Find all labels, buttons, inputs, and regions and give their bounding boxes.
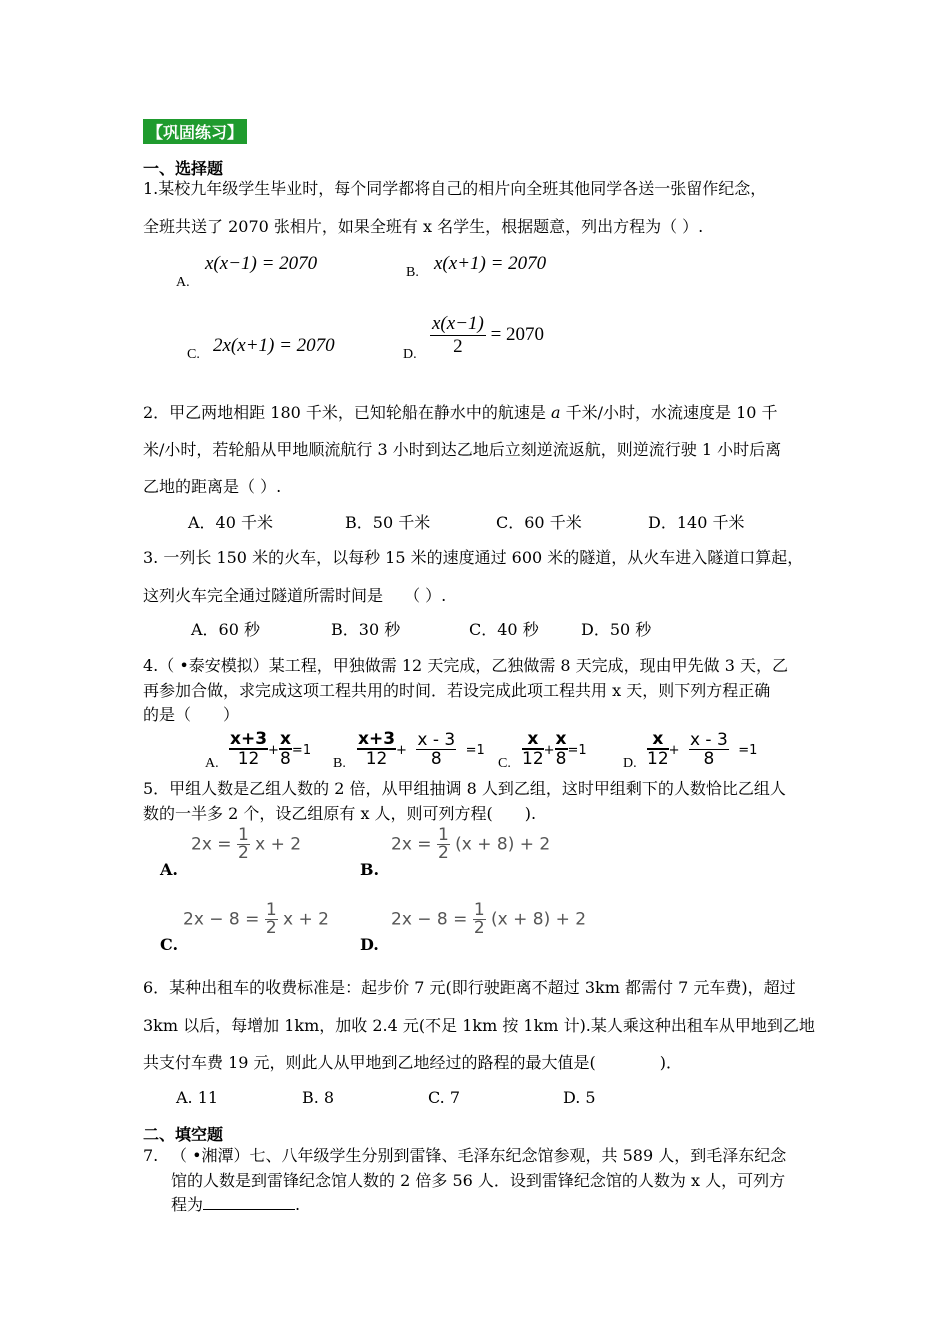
q4-text-line2: 再参加合做，求完成这项工程共用的时间．若设完成此项工程共用 x 天，则下列方程正确 xyxy=(143,681,771,700)
q4-a-frac2-den: 8 xyxy=(280,749,291,769)
q4-d-frac2-num: x - 3 xyxy=(689,729,728,750)
q4-d-plus: + xyxy=(668,743,680,758)
q1-text-line1: 1.某校九年级学生毕业时，每个同学都将自己的相片向全班其他同学各送一张留作纪念， xyxy=(143,179,767,198)
q6-text-line3: 共支付车费 19 元，则此人从甲地到乙地经过的路程的最大值是( )． xyxy=(143,1053,683,1072)
q4-c-frac2-num: x xyxy=(555,729,567,749)
q5-option-d-label: D. xyxy=(360,935,379,954)
q6-option-d: D. 5 xyxy=(563,1088,596,1107)
q5-text-line2: 数的一半多 2 个，设乙组原有 x 人，则可列方程( ). xyxy=(143,804,537,823)
q5-option-a-label: A. xyxy=(160,860,178,879)
q1-option-a-label: A. xyxy=(176,275,190,290)
q4-d-frac2-den: 8 xyxy=(703,748,715,769)
q5-a-rhs: x + 2 xyxy=(255,834,302,855)
q7-answer-blank[interactable] xyxy=(203,1195,295,1210)
q4-option-d-equation xyxy=(647,730,757,768)
q5-c-half-den: 2 xyxy=(265,918,277,938)
q1-option-b-label: B. xyxy=(406,265,419,280)
q4-c-equals: =1 xyxy=(567,743,587,758)
q5-c-rhs: x + 2 xyxy=(283,909,329,930)
q4-c-frac2-den: 8 xyxy=(555,749,567,769)
q4-option-b-equation xyxy=(357,730,485,768)
q7-text-line3-prefix: 程为 xyxy=(171,1195,204,1214)
q4-b-frac2-den: 8 xyxy=(430,748,442,769)
q4-b-frac1-den: 12 xyxy=(365,749,388,769)
q4-a-frac1-den: 12 xyxy=(237,749,260,769)
q7-text-line2: 馆的人数是到雷锋纪念馆人数的 2 倍多 56 人．设到雷锋纪念馆的人数为 x 人，可列方 xyxy=(171,1171,786,1190)
q5-d-rhs: (x + 8) + 2 xyxy=(491,909,587,930)
q5-option-c-equation xyxy=(183,902,329,937)
q4-text-line1: 4.（ •泰安模拟）某工程，甲独做需 12 天完成，乙独做需 8 天完成，现由甲先做 3 天，乙 xyxy=(143,656,789,675)
q4-d-frac1-num: x xyxy=(647,730,669,750)
q4-c-frac1-num: x xyxy=(522,730,544,750)
q1-option-c-equation: 2x(x+1) = 2070 xyxy=(213,335,335,356)
q7-text-line3 xyxy=(171,1195,300,1215)
q5-option-c-label: C. xyxy=(160,935,179,954)
q4-option-c-equation xyxy=(522,730,587,768)
q1-option-b-equation: x(x+1) = 2070 xyxy=(434,253,547,274)
q4-a-equals: =1 xyxy=(291,743,312,758)
q5-option-a-equation xyxy=(191,827,301,862)
q2-speed-variable: a xyxy=(550,403,561,422)
q6-option-a: A. 11 xyxy=(176,1088,219,1107)
q5-text-line1: 5．甲组人数是乙组人数的 2 倍，从甲组抽调 8 人到乙组，这时甲组剩下的人数恰比乙组人 xyxy=(143,779,786,798)
q5-option-d-equation xyxy=(391,902,586,937)
q2-option-a: A．40 千米 xyxy=(188,513,274,532)
q5-b-half-den: 2 xyxy=(437,843,449,863)
q4-d-equals: =1 xyxy=(738,743,758,758)
q1-option-d-label: D. xyxy=(403,347,417,362)
q4-option-b-label: B. xyxy=(333,756,346,771)
q6-option-b: B. 8 xyxy=(302,1088,335,1107)
q4-option-c-label: C. xyxy=(498,756,511,771)
q3-option-a: A．60 秒 xyxy=(191,620,261,639)
q2-text-line1-b: 千米/小时，水流速度是 10 千 xyxy=(560,403,778,422)
q5-c-half-num: 1 xyxy=(265,900,277,920)
q5-option-b-equation xyxy=(391,827,550,862)
q4-c-plus: + xyxy=(543,743,555,758)
q3-option-d: D．50 秒 xyxy=(581,620,652,639)
q6-option-c: C. 7 xyxy=(428,1088,461,1107)
q2-text-line1 xyxy=(143,403,778,423)
q5-d-lhs: 2x − 8 = xyxy=(391,909,468,930)
q7-text-tail: . xyxy=(295,1195,301,1214)
q7-text-line1: （ •湘潭）七、八年级学生分别到雷锋、毛泽东纪念馆参观，共 589 人，到毛泽东纪念 xyxy=(171,1146,787,1165)
q5-a-half-den: 2 xyxy=(237,843,249,863)
q4-a-plus: + xyxy=(268,743,279,758)
q5-c-lhs: 2x − 8 = xyxy=(183,909,260,930)
q4-d-frac1-den: 12 xyxy=(647,749,669,769)
q2-text-line3: 乙地的距离是（ ）. xyxy=(143,477,282,496)
q2-option-d: D．140 千米 xyxy=(648,513,745,532)
q4-option-d-label: D. xyxy=(623,756,637,771)
section-fill-title: 二、填空题 xyxy=(143,1125,224,1144)
q3-option-b: B．30 秒 xyxy=(331,620,401,639)
exercise-banner: 【巩固练习】 xyxy=(143,119,247,144)
q5-b-rhs: (x + 8) + 2 xyxy=(455,834,551,855)
q1-d-rhs: = 2070 xyxy=(490,323,545,345)
q7-number: 7. xyxy=(143,1146,159,1165)
q2-option-b: B．50 千米 xyxy=(345,513,431,532)
q1-option-c-label: C. xyxy=(187,347,200,362)
q3-option-c: C．40 秒 xyxy=(469,620,539,639)
q5-a-half-num: 1 xyxy=(237,825,249,845)
q5-d-half-num: 1 xyxy=(473,900,485,920)
q2-option-c: C．60 千米 xyxy=(496,513,582,532)
q4-option-a-label: A. xyxy=(205,756,219,771)
q4-option-a-equation xyxy=(229,730,311,768)
q1-d-numerator: x(x−1) xyxy=(432,313,484,334)
q1-option-a-equation: x(x−1) = 2070 xyxy=(205,253,318,274)
q6-text-line2: 3km 以后，每增加 1km，加收 2.4 元(不足 1km 按 1km 计).某人乘这种出租车从甲地到乙地 xyxy=(143,1016,815,1035)
q4-b-equals: =1 xyxy=(465,743,485,758)
q5-option-b-label: B. xyxy=(360,860,380,879)
section-choice-title: 一、选择题 xyxy=(143,159,224,178)
q3-text-line2: 这列火车完全通过隧道所需时间是 （ ）. xyxy=(143,586,447,605)
q4-b-frac2-num: x - 3 xyxy=(417,729,456,750)
q3-text-line1: 3. 一列长 150 米的火车，以每秒 15 米的速度通过 600 米的隧道，从火车进入隧道口算起， xyxy=(143,548,804,567)
q4-c-frac1-den: 12 xyxy=(522,749,544,769)
q4-b-frac1-num: x+3 xyxy=(358,729,396,749)
q4-a-frac1-num: x+3 xyxy=(230,729,268,749)
q1-text-line2: 全班共送了 2070 张相片，如果全班有 x 名学生，根据题意，列出方程为（ ）. xyxy=(143,217,704,236)
q2-text-line2: 米/小时，若轮船从甲地顺流航行 3 小时到达乙地后立刻逆流返航，则逆流行驶 1 小时后离 xyxy=(143,440,782,459)
q5-b-lhs: 2x = xyxy=(391,834,432,855)
q4-b-plus: + xyxy=(396,743,407,758)
q4-a-frac2-num: x xyxy=(279,729,291,749)
q2-text-line1-a: 2．甲乙两地相距 180 千米，已知轮船在静水中的航速是 xyxy=(143,403,551,422)
q5-a-lhs: 2x = xyxy=(191,834,232,855)
q1-d-denominator: 2 xyxy=(453,336,463,357)
q6-text-line1: 6．某种出租车的收费标准是：起步价 7 元(即行驶距离不超过 3km 都需付 7 元车费)，超过 xyxy=(143,978,796,997)
q4-text-line3: 的是（ ） xyxy=(143,705,240,724)
q5-b-half-num: 1 xyxy=(437,825,449,845)
q1-option-d-equation xyxy=(430,313,544,358)
q5-d-half-den: 2 xyxy=(473,918,485,938)
